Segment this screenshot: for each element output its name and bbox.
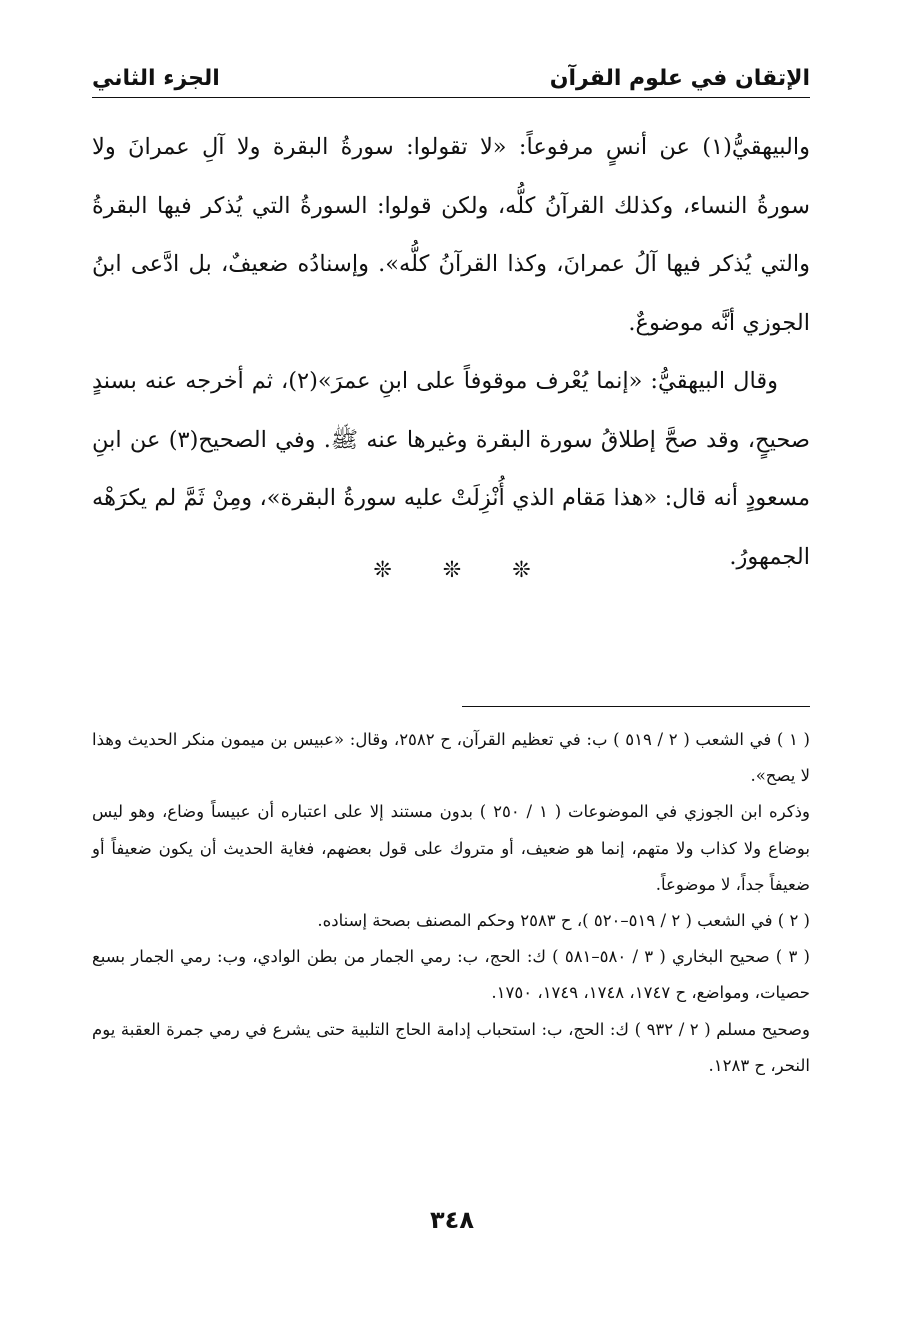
header-rule [92,97,810,98]
asterism-icon: ❊ [512,558,531,583]
volume-label: الجزء الثاني [92,66,220,91]
asterism-icon: ❊ [373,558,392,583]
footnote-3-continued: وصحيح مسلم ( ٢ / ٩٣٢ ) ك: الحج، ب: استحباب إدامة الحاج التلبية حتى يشرع في رمي جمرة العقبة يوم النحر، ح ١٢٨٣. [92,1019,810,1075]
footnote-1-continued: وذكره ابن الجوزي في الموضوعات ( ١ / ٢٥٠ ) بدون مستند إلا على اعتباره أن عبيساً وضاع، وهو ليس بوضاع ولا كذاب ولا متهم، إنما هو ضعيف، أو متروك على قول بعضهم، فغاية الحديث أن يكون ضعيفاً أو ضعيفاً جداً، لا موضوعاً. [92,802,810,894]
page-number: ٣٤٨ [430,1206,474,1234]
paragraph-2: وقال البيهقيُّ: «إنما يُعْرف موقوفاً على ابنِ عمرَ»(٢)، ثم أخرجه عنه بسندٍ صحيحٍ، وقد صحَّ إطلاقُ سورة البقرة وغيرها عنه ﷺ. وفي الصحيح(٣) عن ابنِ مسعودٍ أنه قال: «هذا مَقام الذي أُنْزِلَتْ عليه سورةُ البقرة»، ومِنْ ثَمَّ لم يكرَهْه الجمهورُ. [92,368,810,570]
section-ornament [0,558,904,583]
footnote-rule [462,706,810,707]
book-title: الإتقان في علوم القرآن [549,66,810,91]
footnotes [92,722,810,1084]
main-text [92,118,810,586]
footnote-1: ( ١ ) في الشعب ( ٢ / ٥١٩ ) ب: في تعظيم القرآن، ح ٢٥٨٢، وقال: «عبيس بن ميمون منكر الحديث وهذا لا يصح». [92,730,810,786]
asterism-icon: ❊ [442,558,462,583]
footnote-3: ( ٣ ) صحيح البخاري ( ٣ / ٥٨٠–٥٨١ ) ك: الحج، ب: رمي الجمار من بطن الوادي، وب: رمي الجمار بسبع حصيات، ومواضع، ح ١٧٤٧، ١٧٤٨، ١٧٤٩، ١٧٥٠. [92,947,810,1003]
running-head [92,56,810,96]
footnote-2: ( ٢ ) في الشعب ( ٢ / ٥١٩–٥٢٠ )، ح ٢٥٨٣ وحكم المصنف بصحة إسناده. [317,911,810,931]
paragraph-1: والبيهقيُّ(١) عن أنسٍ مرفوعاً: «لا تقولوا: سورةُ البقرة ولا آلِ عمرانَ ولا سورةُ النساء، وكذلك القرآنُ كلُّه، ولكن قولوا: السورةُ التي يُذكر فيها البقرةُ والتي يُذكر فيها آلُ عمرانَ، وكذا القرآنُ كلُّه». وإسنادُه ضعيفٌ، بل ادَّعى ابنُ الجوزي أنَّه موضوعٌ. [92,134,810,336]
